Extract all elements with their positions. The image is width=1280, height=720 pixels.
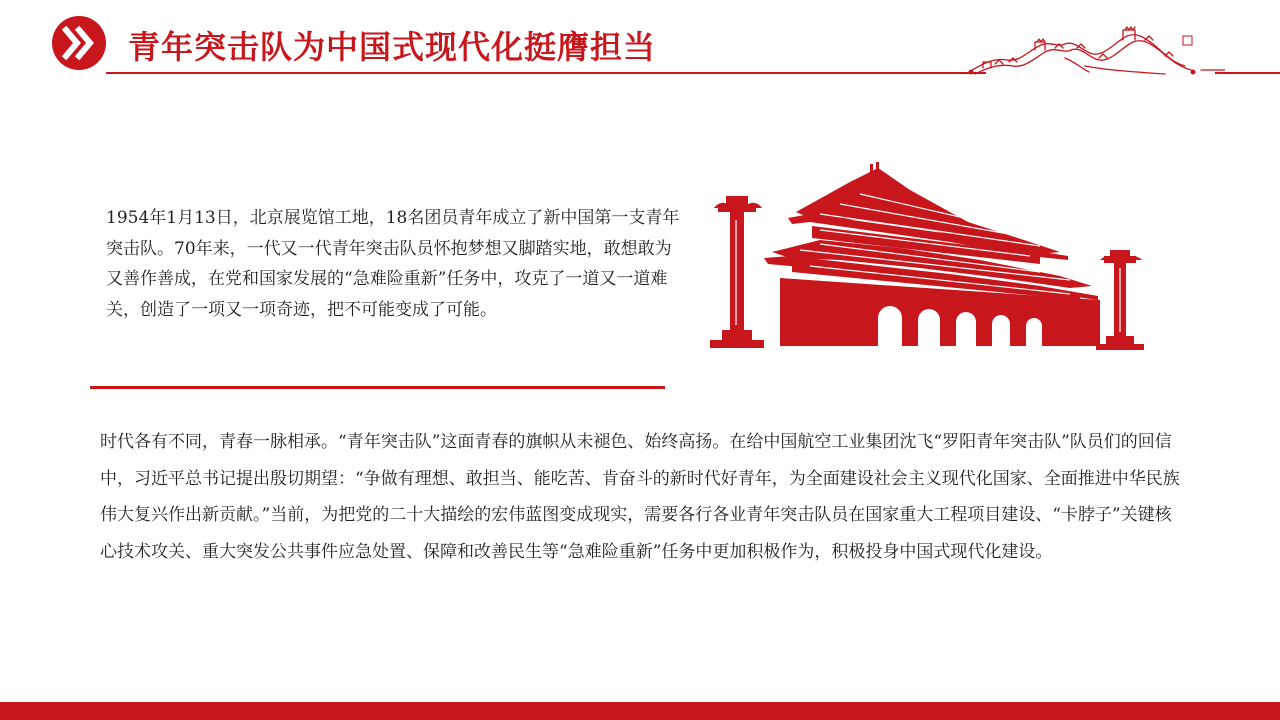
slide-header [0,0,1280,80]
double-chevron-right-icon [52,16,106,70]
footer-bar [0,702,1280,720]
page-title: 青年突击队为中国式现代化挺膺担当 [128,28,657,66]
great-wall-icon [965,22,1225,80]
intro-paragraph: 1954年1月13日，北京展览馆工地，18名团员青年成立了新中国第一支青年突击队。70年来，一代又一代青年突击队员怀抱梦想又脚踏实地，敢想敢为又善作善成，在党和国家发展的“急难险重新”任务中，攻克了一道又一道难关，创造了一项又一项奇迹，把不可能变成了可能。 [106,208,680,320]
tiananmen-gate-icon [700,160,1150,355]
title-underline [106,72,986,74]
main-paragraph: 时代各有不同，青春一脉相承。“青年突击队”这面青春的旗帜从未褪色、始终高扬。在给中国航空工业集团沈飞“罗阳青年突击队”队员们的回信中，习近平总书记提出殷切期望：“争做有理想、敢担当、能吃苦、肯奋斗的新时代好青年，为全面建设社会主义现代化国家、全面推进中华民族伟大复兴作出新贡献。”当前，为把党的二十大描绘的宏伟蓝图变成现实，需要各行各业青年突击队员在国家重大工程项目建设、“卡脖子”关键核心技术攻关、重大突发公共事件应急处置、保障和改善民生等“急难险重新”任务中更加积极作为，积极投身中国式现代化建设。 [100,432,1180,562]
section-divider [90,386,665,389]
